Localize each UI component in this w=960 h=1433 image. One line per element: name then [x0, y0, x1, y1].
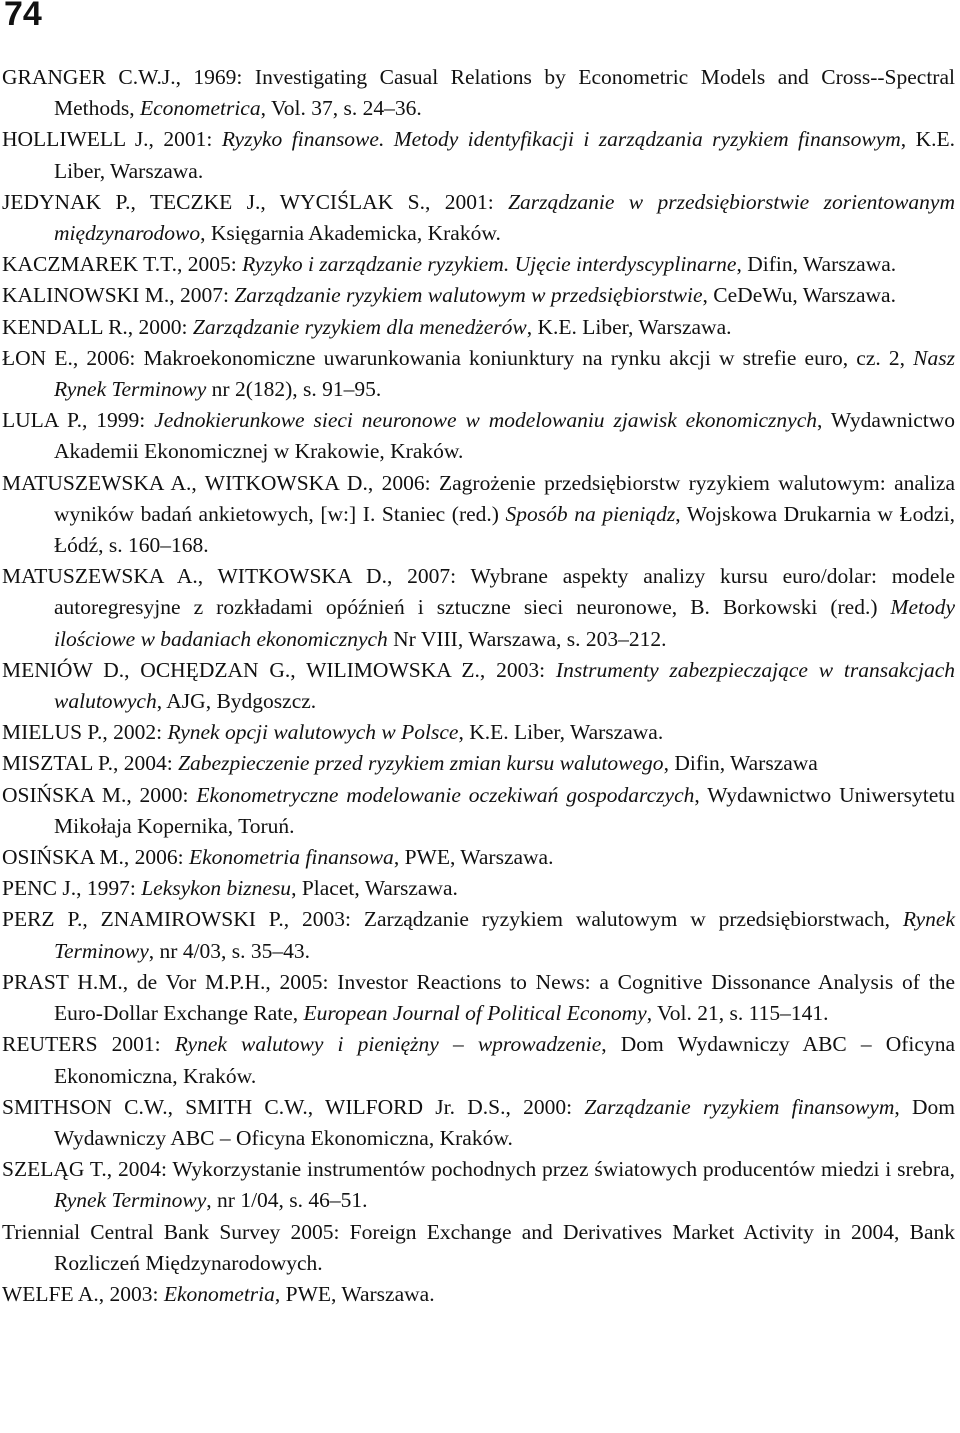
entry-text: , K.E. Liber, Warszawa.	[54, 127, 955, 183]
bibliography-entry	[0, 249, 955, 280]
entry-text: MATUSZEWSKA A., WITKOWSKA D., 2007: Wybrane aspekty analizy kursu euro/dolar: modele autoregresyjne z rozkładami opóźnień i sztuczne sieci neuronowe, B. Borkowski (red.)	[2, 564, 955, 620]
entry-title-italic: Instrumenty zabezpieczające w transakcjach walutowych	[54, 657, 955, 714]
entry-text: MENIÓW D., OCHĘDZAN G., WILIMOWSKA Z., 2003:	[2, 657, 556, 682]
entry-title-italic: Zarządzanie ryzykiem dla menedżerów	[192, 314, 527, 339]
entry-text: , Difin, Warszawa	[663, 751, 818, 776]
entry-title-italic: Rynek Terminowy	[54, 907, 955, 963]
entry-text: , AJG, Bydgoszcz.	[156, 689, 317, 714]
bibliography-entry	[0, 717, 955, 748]
entry-title-italic: Jednokierunkowe sieci neuronowe w modelowaniu zjawisk ekonomicznych	[154, 408, 818, 433]
entry-text: JEDYNAK P., TECZKE J., WYCIŚLAK S., 2001:	[2, 189, 509, 214]
bibliography-entry	[0, 842, 955, 873]
entry-title-italic: Zabezpieczenie przed ryzykiem zmian kursu walutowego	[178, 751, 664, 776]
entry-text: OSIŃSKA M., 2006:	[2, 845, 189, 870]
entry-text: , PWE, Warszawa.	[274, 1281, 435, 1306]
entry-title-italic: Rynek walutowy i pieniężny – wprowadzenie	[174, 1032, 602, 1057]
entry-text: ŁON E., 2006: Makroekonomiczne uwarunkowania koniunktury na rynku akcji w strefie euro, cz. 2,	[2, 345, 914, 370]
entry-text: , CeDeWu, Warszawa.	[702, 283, 896, 308]
entry-title-italic: Zarządzanie ryzykiem finansowym	[584, 1094, 895, 1119]
bibliography-entry	[0, 1217, 955, 1279]
page-number: 74	[4, 0, 42, 33]
entry-title-italic: Metody ilościowe w badaniach ekonomicznych	[54, 595, 955, 651]
bibliography-entry	[0, 280, 955, 311]
entry-text: , Dom Wydawniczy ABC – Oficyna Ekonomiczna, Kraków.	[54, 1032, 955, 1088]
bibliography-entry	[0, 468, 955, 562]
bibliography-entry	[0, 1092, 955, 1154]
entry-text: , Vol. 37, s. 24–36.	[260, 96, 422, 121]
entry-title-italic: Ryzyko finansowe. Metody identyfikacji i zarządzania ryzykiem finansowym	[221, 127, 901, 152]
entry-title-italic: Leksykon biznesu	[141, 876, 292, 901]
entry-text: , Placet, Warszawa.	[291, 876, 458, 901]
entry-text: MISZTAL P., 2004:	[2, 751, 179, 776]
bibliography-entry	[0, 780, 955, 842]
entry-title-italic: Rynek Terminowy	[54, 1188, 207, 1213]
bibliography-entry	[0, 748, 955, 779]
entry-text: , K.E. Liber, Warszawa.	[526, 314, 732, 339]
bibliography-entry	[0, 655, 955, 717]
entry-text: GRANGER C.W.J., 1969: Investigating Casual Relations by Econometric Models and Cross--Spectral Methods,	[2, 65, 955, 121]
entry-text: HOLLIWELL J., 2001:	[2, 127, 222, 152]
entry-text: SZELĄG T., 2004: Wykorzystanie instrumentów pochodnych przez światowych producentów miedzi i srebra,	[2, 1157, 955, 1182]
entry-text: WELFE A., 2003:	[2, 1281, 164, 1306]
bibliography-entry	[0, 405, 955, 467]
entry-text: Triennial Central Bank Survey 2005: Foreign Exchange and Derivatives Market Activity in 2004, Bank Rozliczeń Międzynarodowych.	[2, 1219, 955, 1275]
entry-title-italic: Zarządzanie ryzykiem walutowym w przedsiębiorstwie	[234, 283, 703, 308]
bibliography-entry	[0, 62, 955, 124]
bibliography-entry	[0, 967, 955, 1029]
entry-text: OSIŃSKA M., 2000:	[2, 782, 197, 807]
entry-text: , nr 1/04, s. 46–51.	[206, 1188, 368, 1213]
entry-text: , Difin, Warszawa.	[736, 252, 897, 277]
entry-text: KALINOWSKI M., 2007:	[2, 283, 235, 308]
entry-text: KACZMAREK T.T., 2005:	[2, 252, 243, 277]
entry-title-italic: Ekonometria	[163, 1281, 275, 1306]
entry-text: , Dom Wydawniczy ABC – Oficyna Ekonomiczna, Kraków.	[54, 1094, 956, 1150]
bibliography-entry	[0, 561, 955, 655]
entry-title-italic: Ekonometria finansowa	[188, 845, 394, 870]
entry-text: PERZ P., ZNAMIROWSKI P., 2003: Zarządzanie ryzykiem walutowym w przedsiębiorstwach,	[2, 907, 903, 932]
entry-text: PENC J., 1997:	[2, 876, 142, 901]
entry-title-italic: Econometrica	[140, 96, 261, 121]
bibliography-entry	[0, 1029, 955, 1091]
entry-text: , Księgarnia Akademicka, Kraków.	[200, 221, 501, 246]
entry-title-italic: European Journal of Political Economy	[303, 1001, 647, 1026]
entry-text: MATUSZEWSKA A., WITKOWSKA D., 2006: Zagrożenie przedsiębiorstw ryzykiem walutowym: analiza wyników badań ankietowych, [w:] I. Staniec (red.)	[2, 470, 955, 526]
bibliography-entry	[0, 343, 955, 405]
entry-text: MIELUS P., 2002:	[2, 720, 168, 745]
entry-text: , Wydawnictwo Akademii Ekonomicznej w Krakowie, Kraków.	[54, 408, 955, 464]
bibliography-entry	[0, 904, 955, 966]
entry-text: PRAST H.M., de Vor M.P.H., 2005: Investor Reactions to News: a Cognitive Dissonance Analysis of the Euro-Dollar Exchange Rate,	[2, 969, 955, 1026]
bibliography-entry	[0, 1154, 955, 1216]
entry-text: , nr 4/03, s. 35–43.	[148, 938, 311, 963]
bibliography-entry	[0, 312, 955, 343]
entry-text: , PWE, Warszawa.	[393, 845, 554, 870]
bibliography-entry	[0, 873, 955, 904]
entry-text: Nr VIII, Warszawa, s. 203–212.	[387, 626, 667, 651]
entry-text: REUTERS 2001:	[2, 1032, 175, 1057]
entry-text: , Vol. 21, s. 115–141.	[646, 1001, 829, 1026]
entry-text: , Wojskowa Drukarnia w Łodzi, Łódź, s. 160–168.	[54, 501, 955, 558]
entry-text: KENDALL R., 2000:	[2, 314, 193, 339]
entry-title-italic: Ekonometryczne modelowanie oczekiwań gospodarczych	[196, 782, 695, 807]
entry-text: nr 2(182), s. 91–95.	[206, 377, 382, 402]
entry-text: LULA P., 1999:	[2, 408, 155, 433]
bibliography-entry	[0, 1279, 955, 1310]
entry-title-italic: Sposób na pieniądz	[505, 501, 676, 526]
entry-text: , Wydawnictwo Uniwersytetu Mikołaja Kopernika, Toruń.	[54, 782, 955, 838]
entry-title-italic: Rynek opcji walutowych w Polsce	[167, 720, 459, 745]
entry-title-italic: Nasz Rynek Terminowy	[54, 345, 955, 402]
entry-title-italic: Zarządzanie w przedsiębiorstwie zorientowanym międzynarodowo	[54, 189, 955, 246]
entry-text: , K.E. Liber, Warszawa.	[458, 720, 664, 745]
bibliography-list	[0, 62, 955, 1310]
entry-title-italic: Ryzyko i zarządzanie ryzykiem. Ujęcie interdyscyplinarne	[242, 252, 737, 277]
entry-text: SMITHSON C.W., SMITH C.W., WILFORD Jr. D.S., 2000:	[2, 1094, 585, 1119]
bibliography-entry	[0, 124, 955, 186]
bibliography-entry	[0, 187, 955, 249]
